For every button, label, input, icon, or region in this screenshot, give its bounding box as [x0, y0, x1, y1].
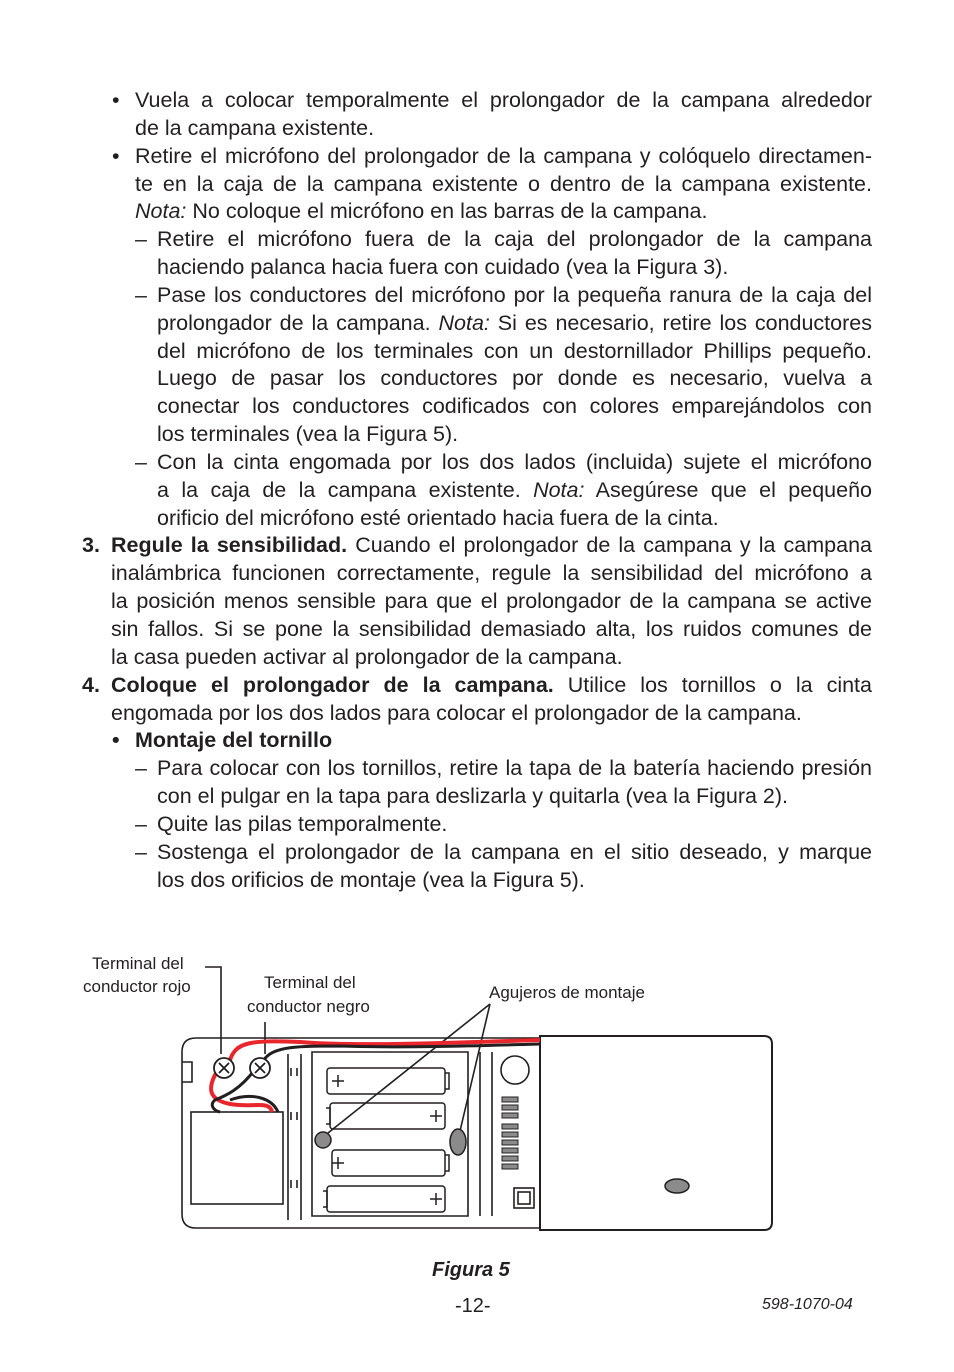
text-span: prolongador de la campana.	[157, 311, 439, 335]
label-mounting-holes: Agujeros de montaje	[489, 983, 645, 1002]
mounting-hole	[450, 1129, 466, 1155]
mounting-hole	[315, 1132, 331, 1148]
text-line: te en la caja de la campana existente o dentro de la campana existente.	[135, 172, 872, 196]
text-line: Sostenga el prolongador de la campana en el sitio deseado, y marque	[157, 840, 872, 864]
dash: –	[135, 450, 147, 474]
label-red-terminal-2: conductor rojo	[83, 977, 191, 996]
dash: –	[135, 227, 147, 251]
terminal-red	[214, 1058, 234, 1078]
text-line: Para colocar con los tornillos, retire la tapa de la batería haciendo presión	[157, 756, 872, 780]
step-number: 3.	[82, 533, 100, 557]
text-line: Retire el micrófono fuera de la caja del prolongador de la campana	[157, 227, 872, 251]
battery-cover	[540, 1036, 772, 1230]
text-span: Utilice los tornillos o la cinta	[553, 673, 872, 697]
text-line: Luego de pasar los conductores por donde es necesario, vuelva a	[157, 366, 872, 390]
text-line: Pase los conductores del micrófono por la pequeña ranura de la caja del	[157, 283, 872, 307]
label-black-terminal-1: Terminal del	[264, 973, 356, 992]
switch-button	[514, 1188, 534, 1208]
text-span: Asegúrese que el pequeño	[584, 478, 872, 502]
label-red-terminal-1: Terminal del	[92, 954, 184, 973]
text-line: con el pulgar en la tapa para deslizarla y quitarla (vea la Figura 2).	[157, 784, 789, 808]
cover-hole	[665, 1179, 689, 1193]
text-span: Si es necesario, retire los conductores	[489, 311, 872, 335]
bullet: •	[112, 144, 120, 168]
note-label: Nota:	[135, 199, 187, 223]
text-line: haciendo palanca hacia fuera con cuidado (vea la Figura 3).	[157, 255, 729, 279]
page-number: -12-	[455, 1295, 491, 1317]
step-number: 4.	[82, 673, 100, 697]
text-line: Con la cinta engomada por los dos lados (incluida) sujete el micrófono	[157, 450, 872, 474]
step-title: Regule la sensibilidad.	[111, 533, 348, 557]
text-span: a la caja de la campana existente.	[157, 478, 534, 502]
text-line: la posición menos sensible para que el prolongador de la campana se active	[111, 589, 872, 613]
leader-line-red	[205, 967, 221, 1054]
text-line: engomada por los dos lados para colocar el prolongador de la campana.	[111, 701, 802, 725]
dash: –	[135, 812, 147, 836]
subheading: Montaje del tornillo	[135, 728, 333, 752]
text-line: los terminales (vea la Figura 5).	[157, 422, 459, 446]
housing-outline	[196, 1038, 540, 1228]
battery	[327, 1068, 449, 1094]
text-line: Retire el micrófono del prolongador de la campana y colóquelo directamen-	[135, 144, 872, 168]
label-black-terminal-2: conductor negro	[247, 997, 370, 1016]
text-line: inalámbrica funcionen correctamente, regule la sensibilidad del micrófono a	[111, 561, 872, 585]
battery	[326, 1103, 445, 1129]
compartment-divider	[288, 1054, 301, 1220]
text-line: la casa pueden activar al prolongador de la campana.	[111, 645, 623, 669]
text-line: los dos orificios de montaje (vea la Figura 5).	[157, 868, 585, 892]
bullet: •	[112, 88, 120, 112]
terminal-black	[250, 1058, 270, 1078]
dash: –	[135, 283, 147, 307]
text-line: de la campana existente.	[135, 116, 375, 140]
battery	[323, 1186, 445, 1212]
figure-caption: Figura 5	[432, 1259, 510, 1281]
text-line: del micrófono de los terminales con un destornillador Phillips pequeño.	[157, 339, 872, 363]
document-number: 598-1070-04	[762, 1296, 853, 1313]
note-text: No coloque el micrófono en las barras de la campana.	[186, 199, 708, 223]
text-line: sin fallos. Si se pone la sensibilidad demasiado alta, los ruidos comunes de	[111, 617, 872, 641]
dip-switch	[502, 1097, 518, 1169]
step-title: Coloque el prolongador de la campana.	[111, 673, 554, 697]
text-line: conectar los conductores codificados con colores emparejándolos con	[157, 394, 872, 418]
text-span: Cuando el prolongador de la campana y la campana	[347, 533, 872, 557]
note-label: Nota:	[533, 478, 585, 502]
dash: –	[135, 756, 147, 780]
text-line: orificio del micrófono esté orientado hacia fuera de la cinta.	[157, 506, 719, 530]
battery	[332, 1150, 449, 1176]
text-line: Quite las pilas temporalmente.	[157, 812, 448, 836]
bullet: •	[112, 728, 120, 752]
note-label: Nota:	[438, 311, 490, 335]
leader-line-hole-right	[460, 1004, 490, 1131]
sensitivity-knob	[501, 1056, 529, 1084]
dash: –	[135, 840, 147, 864]
microphone-module	[191, 1112, 283, 1204]
text-line: Vuela a colocar temporalmente el prolongador de la campana alrededor	[135, 88, 872, 112]
